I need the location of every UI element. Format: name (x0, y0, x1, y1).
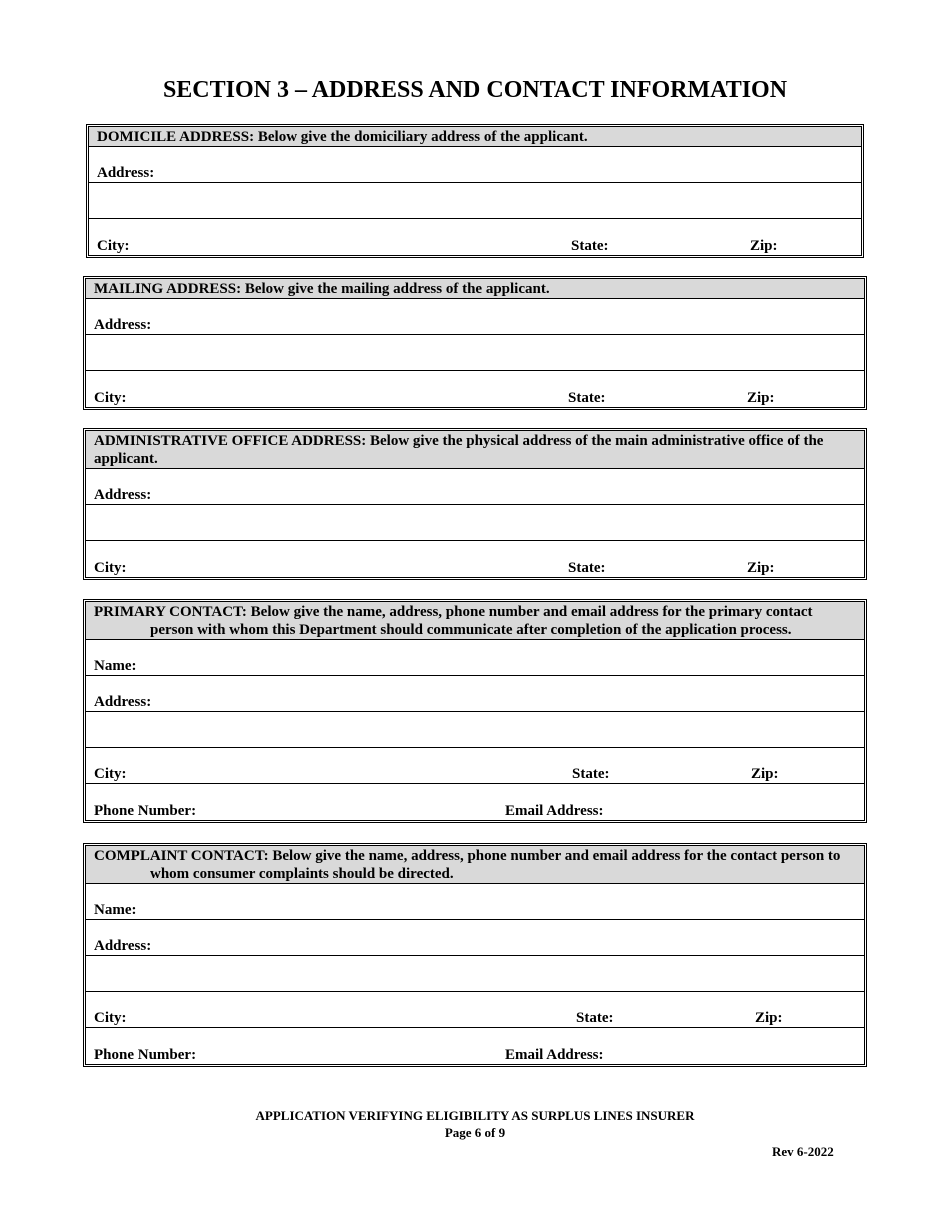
mailing-address-heading: MAILING ADDRESS: Below give the mailing address of the applicant. (86, 279, 864, 299)
name-label: Name: (94, 902, 137, 918)
address-label: Address: (94, 694, 152, 710)
address-label: Address: (94, 938, 152, 954)
email-label: Email Address: (505, 803, 604, 819)
complaint-contact-name-field[interactable] (86, 884, 864, 920)
primary-contact-phone-email-row (86, 784, 864, 820)
complaint-contact-heading: COMPLAINT CONTACT: Below give the name, address, phone number and email address for the contact person to whom consumer complaints should be directed. (86, 846, 864, 884)
admin-office-address-section (83, 428, 867, 580)
footer-page-number: Page 6 of 9 (444, 1125, 506, 1140)
zip-label: Zip: (747, 560, 775, 576)
state-label: State: (576, 1010, 614, 1026)
state-label: State: (568, 560, 606, 576)
admin-office-address-field[interactable] (86, 469, 864, 505)
complaint-contact-address-line2-field[interactable] (86, 956, 864, 992)
zip-label: Zip: (755, 1010, 783, 1026)
domicile-address-field[interactable] (89, 147, 861, 183)
state-label: State: (568, 390, 606, 406)
footer-revision: Rev 6-2022 (772, 1144, 834, 1159)
address-label: Address: (94, 487, 152, 503)
phone-label: Phone Number: (94, 803, 197, 819)
footer-form-title: APPLICATION VERIFYING ELIGIBILITY AS SURPLUS LINES INSURER (255, 1108, 695, 1123)
primary-contact-city-state-zip-row (86, 748, 864, 784)
mailing-address-section (83, 276, 867, 410)
name-label: Name: (94, 658, 137, 674)
city-label: City: (94, 560, 127, 576)
admin-office-address-line2-field[interactable] (86, 505, 864, 541)
city-label: City: (94, 766, 127, 782)
phone-label: Phone Number: (94, 1047, 197, 1063)
page-title: SECTION 3 – ADDRESS AND CONTACT INFORMATION (162, 77, 788, 103)
admin-office-city-state-zip-row (86, 541, 864, 577)
mailing-address-line2-field[interactable] (86, 335, 864, 371)
zip-label: Zip: (751, 766, 779, 782)
city-label: City: (94, 1010, 127, 1026)
mailing-city-state-zip-row (86, 371, 864, 407)
primary-contact-heading: PRIMARY CONTACT: Below give the name, address, phone number and email address for the primary contact person with whom this Department should communicate after completion of the application process. (86, 602, 864, 640)
primary-contact-section (83, 599, 867, 823)
domicile-address-line2-field[interactable] (89, 183, 861, 219)
mailing-address-field[interactable] (86, 299, 864, 335)
email-label: Email Address: (505, 1047, 604, 1063)
primary-contact-address-field[interactable] (86, 676, 864, 712)
domicile-address-section (86, 124, 864, 258)
state-label: State: (572, 766, 610, 782)
complaint-contact-address-field[interactable] (86, 920, 864, 956)
primary-contact-address-line2-field[interactable] (86, 712, 864, 748)
complaint-contact-section (83, 843, 867, 1067)
zip-label: Zip: (750, 238, 778, 254)
city-label: City: (94, 390, 127, 406)
address-label: Address: (97, 165, 155, 181)
domicile-city-state-zip-row (89, 219, 861, 255)
zip-label: Zip: (747, 390, 775, 406)
admin-office-address-heading: ADMINISTRATIVE OFFICE ADDRESS: Below give the physical address of the main administrative office of the applicant. (86, 431, 864, 469)
address-label: Address: (94, 317, 152, 333)
primary-contact-name-field[interactable] (86, 640, 864, 676)
domicile-address-heading: DOMICILE ADDRESS: Below give the domiciliary address of the applicant. (89, 127, 861, 147)
complaint-contact-city-state-zip-row (86, 992, 864, 1028)
complaint-contact-phone-email-row (86, 1028, 864, 1064)
city-label: City: (97, 238, 130, 254)
state-label: State: (571, 238, 609, 254)
